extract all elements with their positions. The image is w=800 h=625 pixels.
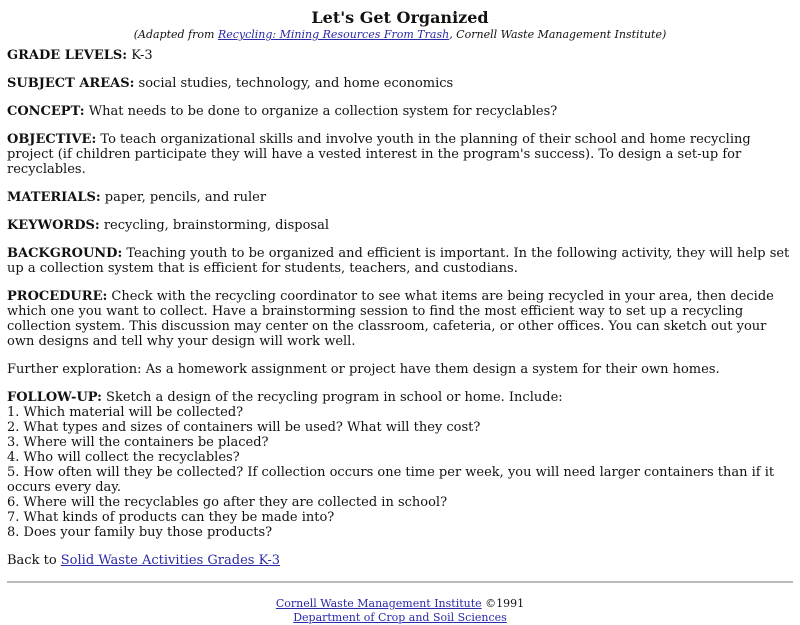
follow-up-item: 7. What kinds of products can they be made into? [7,510,335,525]
follow-up-intro: Sketch a design of the recycling program in school or home. Include: [101,390,563,405]
background-section [7,246,793,276]
department-link[interactable]: Department of Crop and Soil Sciences [293,611,507,624]
materials-value: paper, pencils, and ruler [100,190,267,205]
follow-up-item: 5. How often will they be collected? If collection occurs one time per week, you will need larger containers than if it occurs every day. [7,465,775,495]
background-label: BACKGROUND: [7,246,123,261]
concept-section [7,104,793,119]
follow-up-item: 8. Does your family buy those products? [7,525,273,540]
keywords-label: KEYWORDS: [7,218,100,233]
objective-section [7,132,793,177]
materials-label: MATERIALS: [7,190,101,205]
back-prefix: Back to [7,553,61,568]
footer [7,597,793,625]
back-link-line [7,553,793,568]
procedure-label: PROCEDURE: [7,289,108,304]
keywords-value: recycling, brainstorming, disposal [99,218,329,233]
subject-areas-value: social studies, technology, and home economics [134,76,454,91]
divider [7,581,793,583]
materials-section [7,190,793,205]
concept-label: CONCEPT: [7,104,85,119]
cwmi-link[interactable]: Cornell Waste Management Institute [275,597,482,610]
grade-levels-value: K-3 [127,48,153,63]
concept-value: What needs to be done to organize a collection system for recyclables? [84,104,558,119]
adapted-suffix: , Cornell Waste Management Institute) [449,28,667,41]
subject-areas-label: SUBJECT AREAS: [7,76,135,91]
follow-up-item: 3. Where will the containers be placed? [7,435,269,450]
further-exploration: Further exploration: As a homework assignment or project have them design a system for their own homes. [7,362,720,377]
subject-areas-section [7,76,793,91]
objective-value: To teach organizational skills and involve youth in the planning of their school and home recycling project (if children participate they will have a vested interest in the program's success). To design a set-up for recyclables. [7,132,751,177]
adapted-prefix: (Adapted from [133,28,218,41]
solid-waste-activities-link[interactable]: Solid Waste Activities Grades K-3 [60,553,281,568]
background-value: Teaching youth to be organized and efficient is important. In the following activity, they will help set up a collection system that is efficient for students, teachers, and custodians. [7,246,790,276]
follow-up-item: 4. Who will collect the recyclables? [7,450,240,465]
keywords-section [7,218,793,233]
objective-label: OBJECTIVE: [7,132,97,147]
copyright: ©1991 [481,597,525,610]
procedure-section [7,289,793,349]
page-title: Let's Get Organized [311,8,489,27]
follow-up-item: 6. Where will the recyclables go after they are collected in school? [7,495,448,510]
adapted-from-note [7,28,793,42]
source-book-link[interactable]: Recycling: Mining Resources From Trash [217,28,450,41]
follow-up-item: 2. What types and sizes of containers will be used? What will they cost? [7,420,481,435]
grade-levels-label: GRADE LEVELS: [7,48,128,63]
grade-levels-section [7,48,793,63]
follow-up-label: FOLLOW-UP: [7,390,102,405]
follow-up-item: 1. Which material will be collected? [7,405,244,420]
procedure-value: Check with the recycling coordinator to see what items are being recycled in your area, then decide which one you want to collect. Have a brainstorming session to find the most efficient way to set up a recycling collection system. This discussion may center on the classroom, cafeteria, or other offices. You can sketch out your own designs and tell why your design will work well. [7,289,774,349]
follow-up-section [7,390,793,540]
